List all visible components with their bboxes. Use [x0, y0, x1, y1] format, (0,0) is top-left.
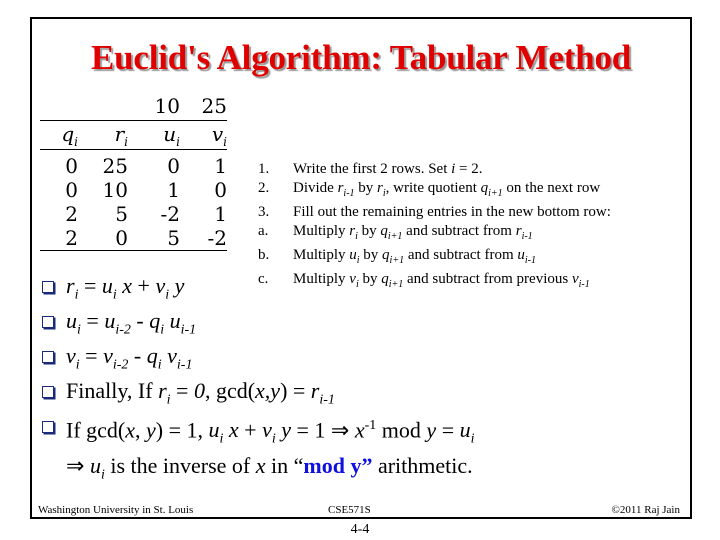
- slide-title: Euclid's Algorithm: Tabular Method: [90, 38, 632, 77]
- step-3b: b. Multiply $u_i$ by $q_{i+1}$ and subtract from $u_{i-1}$: [258, 247, 536, 266]
- footer-left: Washington University in St. Louis: [38, 504, 194, 516]
- bullet-box-icon: [42, 351, 54, 363]
- bullet-box-icon: [42, 386, 54, 398]
- bullet-list: [42, 273, 682, 488]
- table-row: 2 5 -2 1: [65, 202, 227, 226]
- footer-right: ©2011 Raj Jain: [611, 504, 680, 516]
- inverse-text: If gcd(x, y) = 1, $u_i$ $x + v_i$ y = 1 ⇒ $x^{-1}$ mod $y = u_i$ ⇒ $u_i$ is the inverse of x in “mod y” arithmetic.: [66, 417, 475, 483]
- formula-v: $v_i = v_{i-2} - q_i$ $v_{i-1}$: [66, 343, 193, 373]
- bullet-box-icon: [42, 281, 54, 293]
- col-header-u: $u_i$: [128, 121, 180, 150]
- bullet-5: [42, 413, 682, 488]
- step-3c: c. Multiply $v_i$ by $q_{i+1}$ and subtract from previous $v_{i-1}$: [258, 271, 590, 290]
- step-3a: a. Multiply $r_i$ by $q_{i+1}$ and subtract from $r_{i-1}$: [258, 223, 533, 242]
- step-2: 2. Divide $r_{i-1}$ by $r_i$, write quotient $q_{i+1}$ on the next row: [258, 180, 601, 199]
- table-cell: 10: [154, 94, 180, 118]
- mod-y-highlight: mod y”: [303, 452, 373, 478]
- bullet-4: [42, 378, 682, 413]
- step-3: 3. Fill out the remaining entries in the new bottom row:: [258, 204, 611, 220]
- step-1: 1. Write the first 2 rows. Set i = 2.: [258, 161, 483, 177]
- page-number: 4-4: [350, 522, 370, 537]
- col-header-q: $q_i$: [40, 121, 78, 150]
- table-top-row: [40, 92, 227, 121]
- bullet-box-icon: [42, 316, 54, 328]
- formula-remainder: $r_i = u_i$ $x + v_i$ y: [66, 273, 185, 303]
- bullet-2: [42, 308, 682, 343]
- formula-u: $u_i = u_{i-2} - q_i$ $u_{i-1}$: [66, 308, 197, 338]
- col-header-r: $r_i$: [78, 121, 128, 150]
- euclid-table: [40, 92, 227, 251]
- bullet-3: [42, 343, 682, 378]
- final-gcd-text: Finally, If $r_i = 0$, $\gcd(x,y) = r_{i-1}$: [66, 378, 335, 408]
- table-cell: 25: [201, 94, 227, 118]
- table-row: 0 25 0 1: [65, 154, 227, 178]
- bullet-box-icon: [42, 421, 54, 433]
- table-header-row: [40, 121, 227, 150]
- col-header-v: $v_i$: [180, 121, 227, 150]
- table-row: 0 10 1 0: [65, 178, 227, 202]
- footer-center: CSE571S: [328, 504, 371, 516]
- bullet-1: [42, 273, 682, 308]
- table-row: 2 0 5 -2: [40, 226, 227, 251]
